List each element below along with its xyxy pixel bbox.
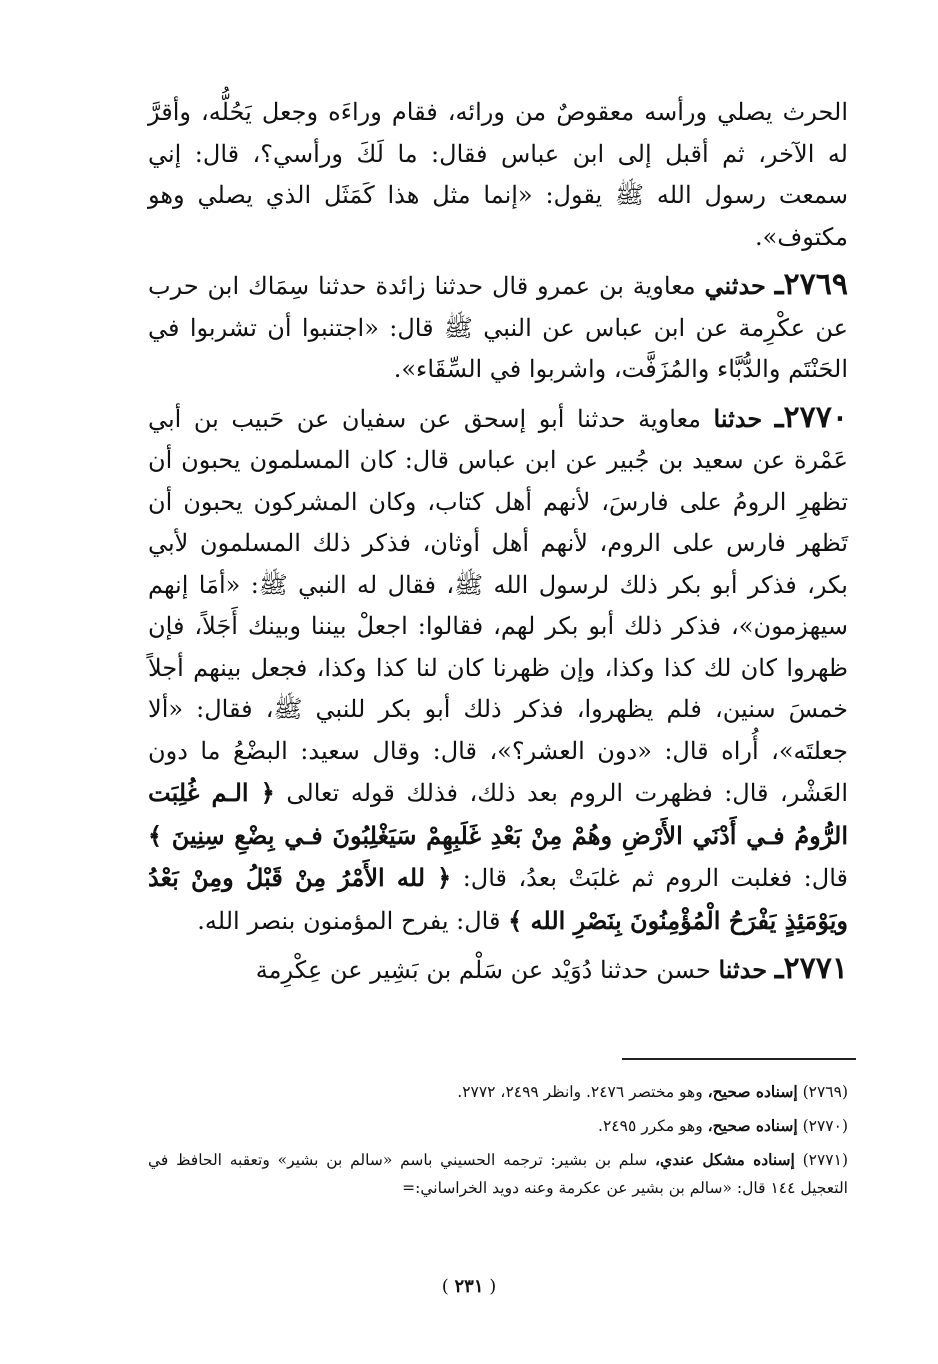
footnote-2770 (148, 1112, 848, 1140)
continuation-text: الحرث يصلي ورأسه معقوصٌ من ورائه، فقام وراءَه وجعل يَحُلُّه، وأقرَّ له الآخر، ثم أقبل إلى ابن عباس فقال: ما لَكَ ورأسي؟، قال: إني سمعت رسول الله ﷺ يقول: «إنما مثل هذا كَمَثَل الذي يصلي وهو مكتوف». (148, 98, 848, 251)
page-number-close: ) (441, 1276, 449, 1297)
footnote-verdict: إسناده صحيح، (707, 1116, 798, 1135)
footnote-ref: (٢٧٧١) (802, 1151, 848, 1169)
page-number (0, 1276, 938, 1297)
hadith-2771 (148, 948, 848, 992)
hadith-text: معاوية بن عمرو قال حدثنا زائدة حدثنا سِمَاك ابن حرب عن عكْرِمة عن ابن عباس عن النبي ﷺ قال: «اجتنبوا أن تشربوا في الحَنْتَم والدُّبَّاء والمُزَفَّت، واشربوا في السِّقَاء». (148, 272, 848, 383)
quran-verse: ﴿ الـم غُلِبَت الرُّومُ فـي أَدْنَي الأَرْضِ وهُمْ مِنْ بَعْدِ غَلَبِهِمْ سَيَغْلِبُونَ فـي بِضْعِ سِنِينَ ﴾ (148, 778, 848, 850)
main-text (148, 92, 848, 992)
footnote-2771 (148, 1146, 848, 1202)
footnote-text: وهو مكرر ٢٤٩٥. (598, 1117, 703, 1135)
quran-verse: ﴿ لله الأَمْرُ مِنْ قَبْلُ ومِنْ بَعْدُ ويَوْمَئِذٍ يَفْرَحُ الْمُؤْمِنُونَ بِنَصْرِ الله ﴾ (148, 863, 848, 935)
footnote-ref: (٢٧٧٠) (802, 1117, 848, 1135)
hadith-2770 (148, 397, 848, 943)
hadith-number: ٢٧٦٩ (783, 267, 848, 302)
hadith-number: ٢٧٧١ (783, 951, 848, 986)
hadith-lead-word: حدثنا (713, 403, 763, 433)
hadith-text: حسن حدثنا دُوَيْد عن سَلْم بن بَشِير عن عِكْرِمة (255, 956, 711, 984)
hadith-lead-word: حدثنا (718, 955, 768, 984)
hadith-dash: ـ (774, 267, 784, 302)
footnote-divider (622, 1058, 856, 1060)
footnote-text: سلم بن بشير: ترجمه الحسيني باسم «سالم بن بشير» وتعقبه الحافظ في التعجيل ١٤٤ قال: «سالم بن بشير عن عكرمة وعنه دويد الخراساني:= (148, 1151, 848, 1197)
hadith-lead-word: حدثني (704, 271, 766, 300)
footnote-text: وهو مختصر ٢٤٧٦. وانظر ٢٤٩٩، ٢٧٧٢. (457, 1083, 703, 1101)
footnote-verdict: إسناده مشكل عندي، (654, 1150, 795, 1169)
footnote-ref: (٢٧٦٩) (802, 1083, 848, 1101)
hadith-number: ٢٧٧٠ (783, 399, 848, 435)
hadith-dash: ـ (774, 399, 784, 435)
hadith-text: معاوية حدثنا أبو إسحق عن سفيان عن حَبيب بن أبي عَمْرة عن سعيد بن جُبير عن ابن عباس قال: كان المسلمون يحبون أن تظهرِ الرومُ على فارسَ، لأنهم أهل كتاب، وكان المشركون يحبون أن تَظهر فارس على الروم، لأنهم أهل أوثان، فذكر ذلك المسلمون لأبي بكر، فذكر أبو بكر ذلك لرسول الله ﷺ، فقال له النبي ﷺ: «أمَا إنهم سيهزمون»، فذكر ذلك أبو بكر لهم، فقالوا: اجعلْ بيننا وبينك أَجَلاً، فإن ظهروا كان لك كذا وكذا، وإن ظهرنا كان لنا كذا وكذا، فجعل بينهم أجلاً خمسَ سنين، فلم يظهروا، فذكر ذلك أبو بكر للنبي ﷺ، فقال: «ألا جعلتَه»، أُراه قال: «دون العشر؟»، قال: وقال سعيد: البضْعُ ما دون العَشْر، قال: فظهرت الروم بعد ذلك، فذلك قوله تعالى (148, 404, 849, 807)
hadith-text-end: قال: يفرح المؤمنون بنصر الله. (197, 906, 501, 935)
footnotes (148, 1078, 848, 1208)
hadith-dash: ـ (774, 951, 784, 986)
page-number-open: ( (489, 1276, 497, 1297)
hadith-text-cont: قال: فغلبت الروم ثم غلبَتْ بعدُ، قال: (462, 864, 848, 892)
continuation-paragraph (148, 92, 848, 258)
footnote-2769 (148, 1078, 848, 1106)
footnote-verdict: إسناده صحيح، (707, 1082, 798, 1101)
page-number-value: ٢٣١ (454, 1276, 484, 1297)
hadith-2769 (148, 264, 848, 391)
